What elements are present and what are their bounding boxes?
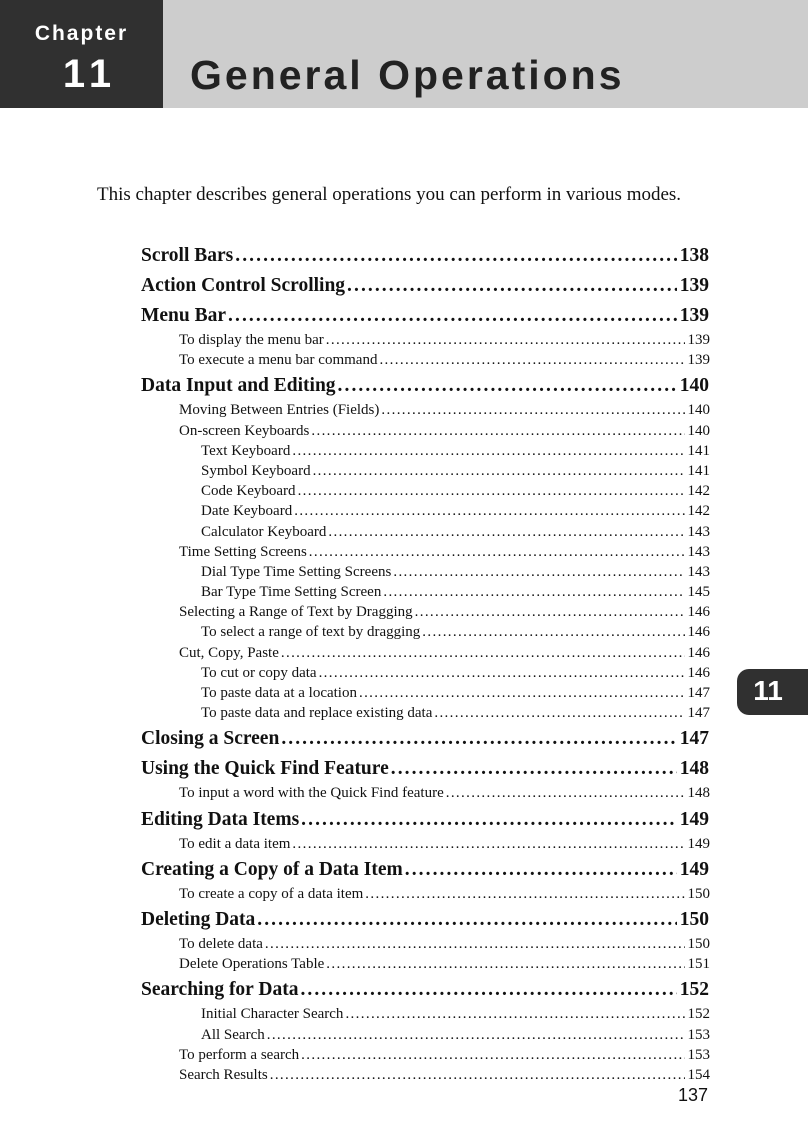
toc-leader-dots — [270, 1065, 685, 1085]
toc-entry-page: 139 — [679, 275, 709, 296]
toc-entry-page: 141 — [687, 442, 710, 459]
toc-entry-title: Initial Character Search — [201, 1006, 344, 1023]
toc-leader-dots — [338, 371, 677, 400]
toc-entry-page: 146 — [687, 604, 710, 621]
toc-leader-dots — [301, 805, 677, 834]
toc-entry-page: 153 — [687, 1046, 710, 1063]
toc-entry-page: 142 — [687, 503, 710, 520]
toc-entry — [0, 975, 709, 1004]
toc-leader-dots — [326, 954, 684, 974]
toc-leader-dots — [326, 330, 685, 350]
toc-entry-page: 147 — [687, 685, 710, 701]
toc-entry — [0, 934, 710, 954]
toc-entry — [0, 501, 710, 521]
toc-leader-dots — [379, 350, 684, 370]
toc-entry-page: 153 — [687, 1026, 710, 1043]
toc-entry-title: Menu Bar — [141, 305, 227, 326]
toc-entry-title: Search Results — [179, 1066, 268, 1083]
toc-entry-title: To display the menu bar — [179, 332, 324, 348]
toc-entry-title: Data Input and Editing — [141, 375, 336, 397]
toc-leader-dots — [281, 643, 685, 663]
toc-entry-title: Date Keyboard — [201, 503, 293, 520]
toc-entry — [0, 754, 709, 783]
toc-entry-title: To execute a menu bar command — [179, 352, 378, 369]
toc-entry-page: 149 — [687, 835, 710, 852]
toc-entry-page: 150 — [687, 935, 710, 952]
toc-entry-page: 145 — [687, 584, 710, 601]
toc-entry-title: Action Control Scrolling — [141, 275, 346, 296]
toc-entry-title: Cut, Copy, Paste — [179, 644, 279, 661]
toc-entry-page: 139 — [679, 305, 709, 326]
toc-leader-dots — [311, 421, 684, 441]
toc-entry — [0, 1065, 710, 1085]
toc-entry-page: 146 — [687, 664, 710, 681]
toc-entry — [0, 400, 710, 420]
toc-entry-page: 147 — [687, 705, 710, 722]
toc-entry-page: 140 — [687, 402, 710, 419]
toc-entry — [0, 1045, 710, 1065]
toc-entry-page: 146 — [687, 644, 710, 661]
toc-entry — [0, 783, 710, 803]
toc-entry-title: Selecting a Range of Text by Dragging — [179, 604, 413, 621]
toc-leader-dots — [294, 501, 684, 521]
toc-leader-dots — [235, 241, 676, 270]
toc-entry — [0, 371, 709, 400]
toc-entry — [0, 724, 709, 753]
toc-entry — [0, 271, 709, 300]
toc-entry — [0, 954, 710, 974]
toc-entry — [0, 1004, 710, 1024]
toc-entry-page: 154 — [687, 1066, 710, 1083]
toc-entry-page: 152 — [687, 1006, 710, 1023]
toc-entry-title: Bar Type Time Setting Screen — [201, 584, 382, 601]
toc-entry-title: Calculator Keyboard — [201, 523, 327, 540]
toc-entry-page: 142 — [687, 483, 710, 500]
toc-leader-dots — [267, 1025, 685, 1045]
toc-leader-dots — [228, 301, 677, 330]
chapter-side-tab — [737, 669, 808, 715]
toc-leader-dots — [313, 461, 685, 481]
toc-entry — [0, 350, 710, 370]
toc-entry-page: 149 — [679, 808, 709, 830]
toc-leader-dots — [281, 724, 676, 753]
toc-entry-title: To create a copy of a data item — [179, 885, 364, 902]
toc-entry-page: 150 — [679, 908, 709, 930]
toc-entry-title: All Search — [201, 1026, 265, 1043]
toc-entry-page: 139 — [687, 352, 710, 369]
toc-leader-dots — [383, 582, 684, 602]
toc-leader-dots — [309, 542, 685, 562]
toc-leader-dots — [391, 754, 677, 783]
toc-entry-page: 152 — [679, 979, 709, 1001]
intro-text: This chapter describes general operations you can perform in various modes. — [97, 184, 682, 205]
toc-entry-title: To paste data and replace existing data — [201, 705, 433, 722]
toc-entry — [0, 241, 709, 270]
toc-leader-dots — [292, 441, 684, 461]
toc-entry-page: 143 — [687, 523, 710, 540]
chapter-number: 11 — [62, 52, 118, 96]
toc-entry-title: Delete Operations Table — [179, 956, 325, 973]
toc-leader-dots — [405, 855, 677, 884]
toc-entry — [0, 805, 709, 834]
toc-entry-title: Deleting Data — [141, 908, 256, 930]
toc-leader-dots — [365, 884, 684, 904]
toc-entry-title: Text Keyboard — [201, 442, 291, 459]
toc-entry-page: 148 — [679, 758, 709, 780]
toc-entry — [0, 643, 710, 663]
toc-entry-title: On-screen Keyboards — [179, 422, 310, 439]
chapter-header — [0, 0, 808, 108]
toc-entry-title: Code Keyboard — [201, 483, 296, 500]
toc-leader-dots — [434, 703, 684, 723]
toc-leader-dots — [301, 1045, 684, 1065]
toc-entry-title: To select a range of text by dragging — [201, 624, 421, 641]
toc-entry-page: 149 — [679, 858, 709, 880]
toc-leader-dots — [298, 481, 685, 501]
toc-entry-title: Searching for Data — [141, 979, 299, 1001]
toc-entry-title: To cut or copy data — [201, 664, 317, 681]
toc-entry — [0, 663, 710, 683]
toc-entry-page: 150 — [687, 885, 710, 902]
page-number: 137 — [678, 1085, 709, 1105]
toc-entry-page: 139 — [687, 332, 710, 348]
toc-entry-page: 138 — [679, 245, 709, 266]
toc-leader-dots — [393, 562, 684, 582]
toc-entry-title: To input a word with the Quick Find feature — [179, 785, 444, 802]
toc-leader-dots — [328, 522, 684, 542]
toc-entry — [0, 330, 710, 350]
toc-entry-page: 143 — [687, 543, 710, 560]
toc-entry-title: Dial Type Time Setting Screens — [201, 563, 392, 580]
toc-entry — [0, 1025, 710, 1045]
toc-leader-dots — [292, 834, 684, 854]
toc-entry — [0, 884, 710, 904]
toc-leader-dots — [446, 783, 685, 803]
toc-entry — [0, 522, 710, 542]
toc-entry-title: Creating a Copy of a Data Item — [141, 858, 403, 880]
toc-leader-dots — [381, 400, 684, 420]
chapter-badge — [0, 0, 163, 108]
toc-entry-title: Closing a Screen — [141, 728, 280, 750]
toc-entry-page: 148 — [687, 785, 710, 802]
toc-entry — [0, 703, 710, 723]
toc-leader-dots — [319, 663, 685, 683]
toc-entry — [0, 301, 709, 330]
toc-entry-title: Symbol Keyboard — [201, 462, 311, 479]
toc-entry — [0, 855, 709, 884]
toc-leader-dots — [257, 905, 676, 934]
toc-entry-title: Time Setting Screens — [179, 543, 307, 560]
chapter-title: General Operations — [190, 52, 625, 98]
toc-entry — [0, 834, 710, 854]
toc-leader-dots — [345, 1004, 684, 1024]
toc-entry-page: 147 — [679, 728, 709, 750]
toc-entry — [0, 905, 709, 934]
toc-leader-dots — [265, 934, 685, 954]
toc-leader-dots — [415, 602, 685, 622]
toc-entry-title: Editing Data Items — [141, 808, 300, 830]
toc-leader-dots — [422, 622, 684, 642]
toc-leader-dots — [300, 975, 676, 1004]
toc-leader-dots — [347, 271, 677, 300]
table-of-contents — [0, 240, 808, 1085]
toc-entry-page: 146 — [687, 624, 710, 641]
toc-entry — [0, 461, 710, 481]
toc-entry-title: To paste data at a location — [201, 685, 357, 701]
toc-entry-title: To edit a data item — [179, 835, 291, 852]
toc-entry-title: Scroll Bars — [141, 245, 234, 266]
chapter-label: Chapter — [34, 22, 129, 45]
toc-entry-page: 151 — [687, 956, 710, 973]
toc-leader-dots — [359, 683, 685, 703]
toc-entry-page: 140 — [687, 422, 710, 439]
toc-entry-title: To perform a search — [179, 1046, 300, 1063]
side-tab-number: 11 — [753, 675, 783, 706]
toc-entry — [0, 602, 710, 622]
toc-entry-title: Moving Between Entries (Fields) — [179, 402, 380, 419]
toc-entry-page: 140 — [679, 375, 709, 397]
toc-entry — [0, 421, 710, 441]
toc-entry — [0, 562, 710, 582]
toc-entry-page: 143 — [687, 563, 710, 580]
toc-entry-title: To delete data — [179, 935, 263, 952]
toc-entry-title: Using the Quick Find Feature — [141, 758, 389, 780]
toc-entry — [0, 582, 710, 602]
toc-entry — [0, 481, 710, 501]
toc-entry — [0, 683, 710, 703]
toc-entry-page: 141 — [687, 462, 710, 479]
toc-entry — [0, 622, 710, 642]
toc-entry — [0, 542, 710, 562]
toc-entry — [0, 441, 710, 461]
